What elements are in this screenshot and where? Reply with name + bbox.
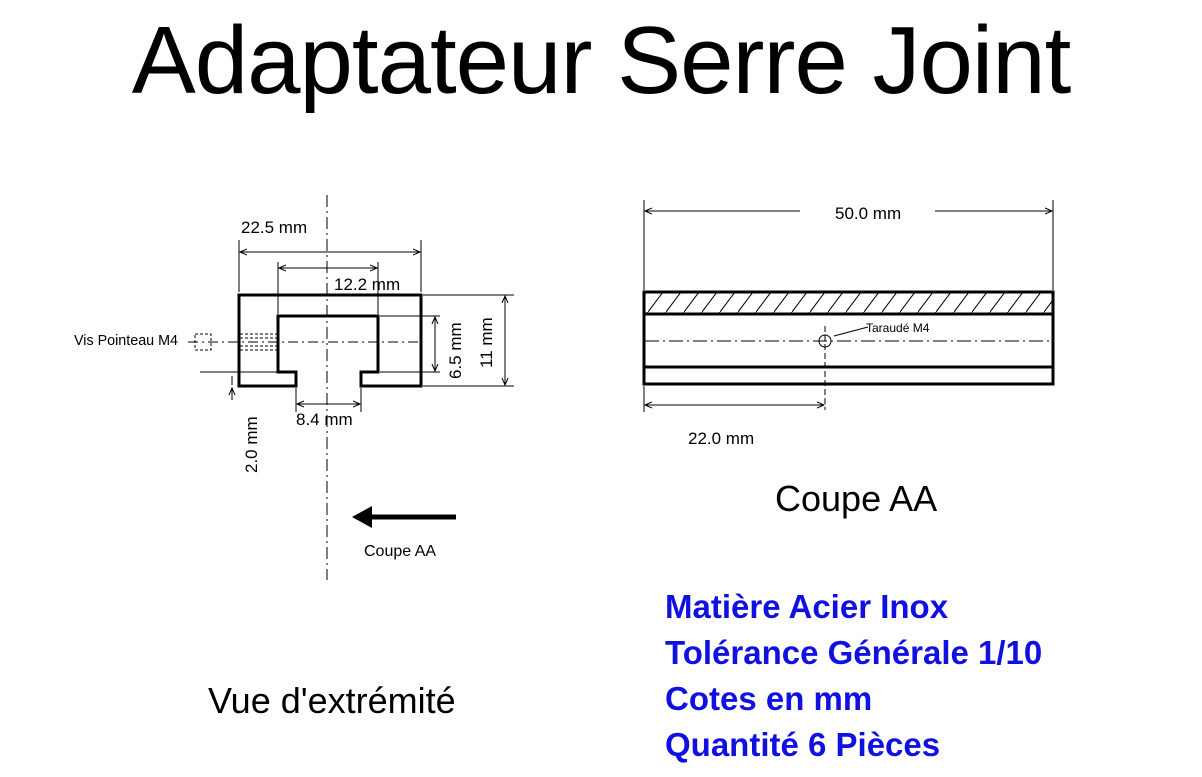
note-units: Cotes en mm — [665, 680, 873, 717]
dim-overall-width: 22.5 mm — [241, 218, 308, 237]
screw-label: Vis Pointeau M4 — [74, 332, 178, 349]
end-view-caption: Vue d'extrémité — [208, 680, 456, 721]
section-view-caption: Coupe AA — [775, 478, 938, 519]
section-view — [644, 200, 1053, 448]
drawing-title: Adaptateur Serre Joint — [131, 7, 1071, 114]
notes-block — [665, 584, 1042, 768]
section-hatch — [645, 293, 1052, 313]
dim-opening: 8.4 mm — [296, 410, 353, 429]
dim-height: 11 mm — [477, 317, 496, 368]
note-material: Matière Acier Inox — [665, 588, 949, 625]
note-quantity: Quantité 6 Pièces — [665, 726, 941, 763]
dim-slot-depth: 6.5 mm — [446, 322, 465, 379]
dim-length: 50.0 mm — [835, 204, 902, 223]
dim-slot-width: 12.2 mm — [334, 275, 401, 294]
section-arrow-icon — [352, 506, 372, 528]
note-tolerance: Tolérance Générale 1/10 — [665, 634, 1043, 671]
dim-base: 2.0 mm — [242, 416, 261, 473]
dim-hole-position: 22.0 mm — [688, 429, 755, 448]
tapped-hole-label: Taraudé M4 — [866, 321, 930, 335]
section-arrow-label: Coupe AA — [364, 543, 437, 560]
end-view — [74, 195, 514, 580]
